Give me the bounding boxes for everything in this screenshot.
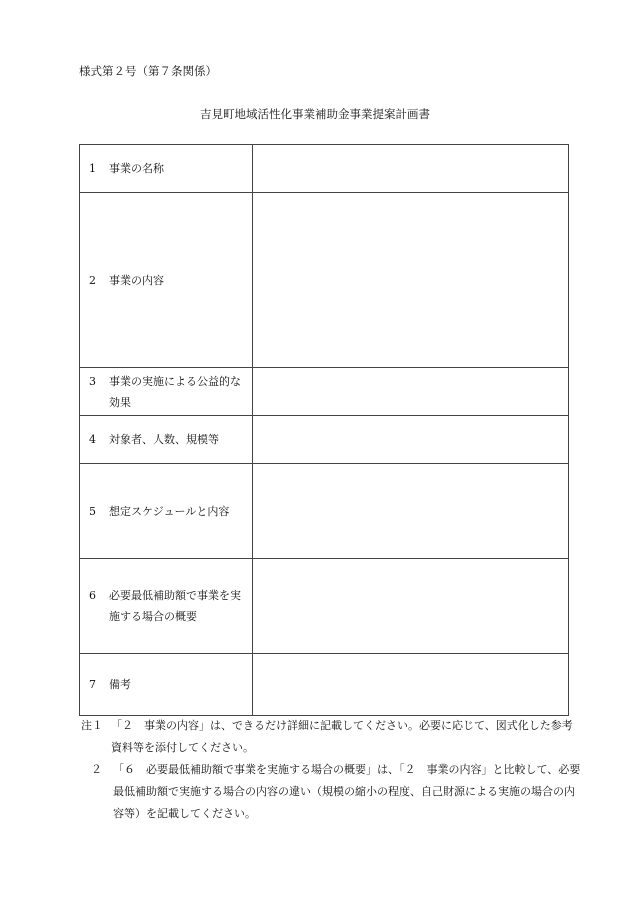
row-label-text: 備考	[109, 678, 131, 691]
table-row	[80, 368, 569, 416]
row-label-text: 事業の内容	[109, 273, 164, 287]
row-label-schedule	[80, 464, 253, 559]
table-row	[80, 416, 569, 464]
row-label-target-scale	[80, 416, 253, 464]
table-row	[80, 559, 569, 654]
project-content-field[interactable]	[253, 193, 569, 368]
row-number: 1	[89, 162, 96, 175]
table-row	[80, 654, 569, 716]
table-row	[80, 464, 569, 559]
table-row	[80, 193, 569, 368]
remarks-field[interactable]	[253, 654, 569, 716]
schedule-field[interactable]	[253, 464, 569, 559]
table-row	[80, 145, 569, 193]
note-mark: 注１	[81, 719, 103, 732]
project-name-field[interactable]	[253, 145, 569, 193]
note-item	[81, 715, 581, 759]
form-number: 様式第２号（第７条関係）	[79, 64, 217, 78]
row-label-text: 事業の実施による公益的な効果	[109, 374, 241, 409]
row-number: 3	[89, 374, 96, 388]
row-number: 5	[89, 504, 96, 518]
row-label-minimum-subsidy	[80, 559, 253, 654]
proposal-form-table	[79, 144, 569, 716]
note-mark: ２	[91, 763, 102, 776]
row-label-project-content	[80, 193, 253, 368]
row-number: 2	[89, 273, 96, 287]
note-item	[81, 759, 581, 825]
row-label-text: 事業の名称	[109, 162, 164, 175]
document-title: 吉見町地域活性化事業補助金事業提案計画書	[200, 107, 430, 121]
row-number: 6	[89, 589, 96, 602]
target-scale-field[interactable]	[253, 416, 569, 464]
public-benefit-field[interactable]	[253, 368, 569, 416]
notes-section	[81, 715, 581, 825]
row-label-text: 必要最低補助額で事業を実施する場合の概要	[109, 589, 241, 623]
row-label-public-benefit	[80, 368, 253, 416]
note-text: 「６ 必要最低補助額で事業を実施する場合の概要」は、「２ 事業の内容」と比較して、必要最低補助額で実施する場合の内容の違い（規模の縮小の程度、自己財源による実施の場合の内容等）を記載してください。	[113, 763, 581, 820]
row-number: 7	[89, 678, 96, 691]
row-label-remarks	[80, 654, 253, 716]
row-label-project-name	[80, 145, 253, 193]
minimum-subsidy-field[interactable]	[253, 559, 569, 654]
row-label-text: 想定スケジュールと内容	[109, 504, 230, 518]
note-text: 「２ 事業の内容」は、できるだけ詳細に記載してください。必要に応じて、図式化した参考資料等を添付してください。	[111, 719, 573, 754]
row-label-text: 対象者、人数、規模等	[109, 433, 219, 446]
row-number: 4	[89, 433, 96, 446]
